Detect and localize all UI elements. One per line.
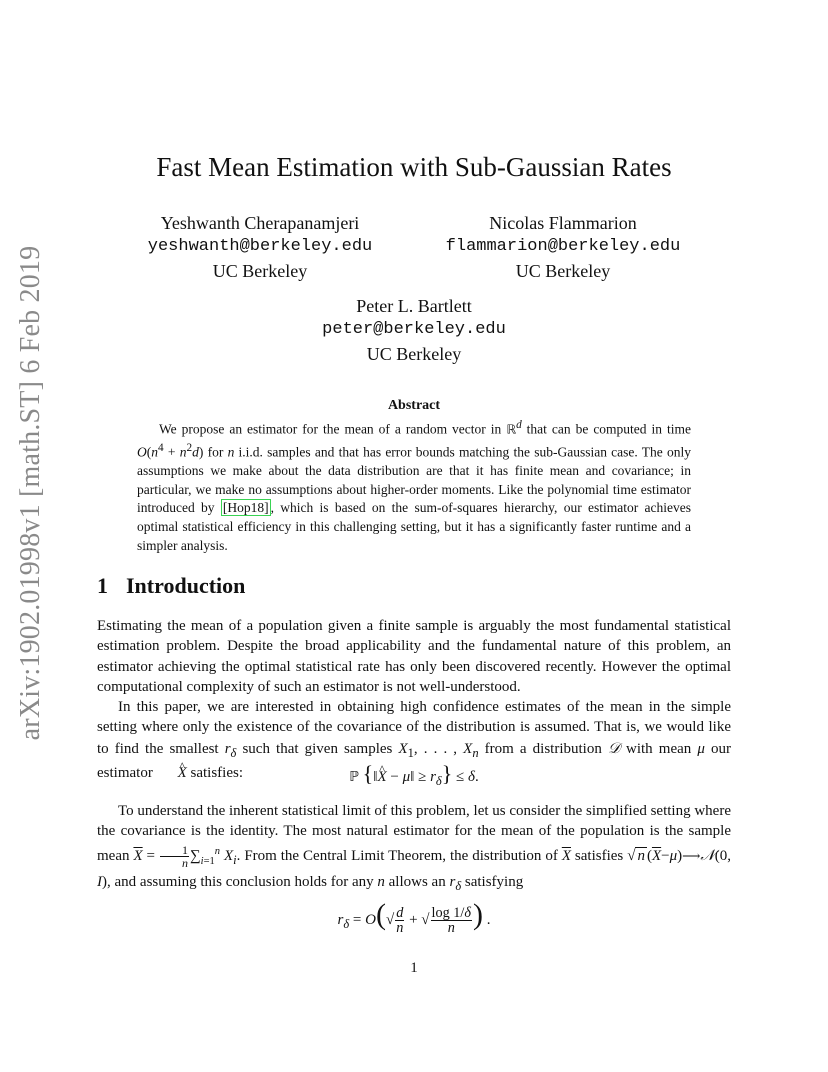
author-block-3	[264, 294, 564, 366]
intro-paragraph-2: In this paper, we are interested in obtaining high confidence estimates of the mean in the simple setting where only the existence of the covariance of the distribution is assumed. That is, we would like to find the smallest $r_\delta$ such that given samples $X_1$, . . . , $X_n$ from a distribution 𝒟 with mean μ our estimator X ^ satisfies:	[97, 697, 731, 783]
citation-link[interactable]: [Hop18]	[222, 500, 269, 516]
author-name: Yeshwanth Cherapanamjeri	[160, 213, 360, 233]
intro-paragraph-1: Estimating the mean of a population given a finite sample is arguably the most fundamental statistical estimation problem. Despite the broad applicability and the fundamental nature of this problem, an estimator achieving the optimal statistical rate has only been discovered recently. However the optimal computational complexity of such an estimator is not well-understood.	[97, 618, 731, 695]
author-affiliation: UC Berkeley	[212, 261, 308, 281]
author-affiliation: UC Berkeley	[366, 344, 462, 364]
section-heading: 1 Introduction	[97, 573, 246, 598]
author-block-1	[120, 211, 400, 283]
author-email: peter@berkeley.edu	[322, 320, 506, 339]
abstract-text: We propose an estimator for the mean of a random vector in ℝ$^d$ that can be computed in time $O(n^4 + n^2d)$ for n i.i.d. samples and that has error bounds matching the sub-Gaussian case. The only assumptions we make about the data distribution are that it has finite mean and covariance; in particular, we make no assumptions about higher-order moments. Like the polynomial time estimator introduced by [Hop18] , which is based on the sum-of-squares hierarchy, our estimator achieves optimal statistical efficiency in this challenging setting, but it has a significantly faster runtime and a simpler analysis.	[137, 419, 692, 553]
author-email: flammarion@berkeley.edu	[445, 237, 681, 256]
page-number: 1	[410, 960, 418, 976]
paper-title: Fast Mean Estimation with Sub-Gaussian Rates	[156, 152, 672, 182]
author-name: Peter L. Bartlett	[356, 296, 472, 316]
rate-equation: $r_\delta = O(√$ $\frac{d}{n}$ + √ $\frac{\log 1/\delta}{n}$ ) .	[337, 898, 491, 937]
probability-bound-equation: ℙ {‖X ^ − μ‖ ≥ $r_\delta\} \le \delta$.	[0, 761, 828, 789]
author-block-2	[418, 211, 708, 283]
author-email: yeshwanth@berkeley.edu	[147, 237, 373, 256]
author-affiliation: UC Berkeley	[515, 261, 611, 281]
author-name: Nicolas Flammarion	[489, 213, 637, 233]
abstract-heading: Abstract	[387, 398, 441, 413]
intro-paragraph-3: To understand the inherent statistical limit of this problem, let us consider the simplified setting where the covariance is the identity. The most natural estimator for the mean of the population is the sample mean $\overline{X}$ = $\frac{1}{n}$ $\sum_{i=1}^n$ $X_i$. From the Central Limit Theorem, the distribution of $\overline{X}$ satisfies √ n $(\overline{X}-\mu)⟶𝒩(0$, I), and assuming this conclusion holds for any n allows an $r_\delta$ satisfying	[97, 803, 732, 893]
arxiv-stamp: arXiv:1902.01998v1 [math.ST] 6 Feb 2019	[15, 246, 46, 740]
